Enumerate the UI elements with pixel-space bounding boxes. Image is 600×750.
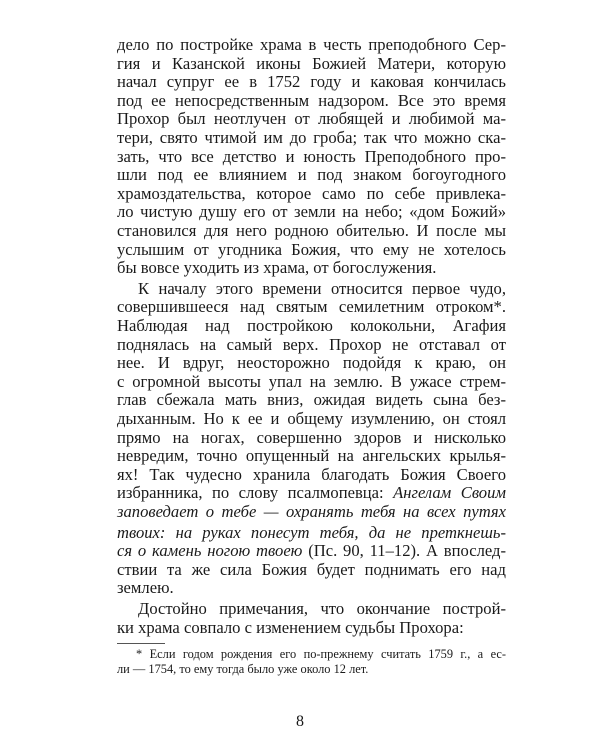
- body-line: шли под ее влиянием и под знаком богоугодного: [117, 165, 506, 185]
- scripture-quote: твоих: на руках понесут тебя, да не преткнешь-: [117, 522, 506, 542]
- body-line: прямо на ногах, совершенно здоров и нисколько: [117, 427, 506, 447]
- body-line: начал супруг ее в 1752 году и каковая кончилась: [117, 72, 506, 92]
- body-line: тери, свято чтимой им до гроба; так что можно ска-: [117, 128, 506, 147]
- page-number: 8: [296, 713, 304, 730]
- footnote-divider: [117, 643, 165, 644]
- body-line: дыханным. Но к ее и общему изумлению, он стоял: [117, 409, 506, 428]
- body-text: (Пс. 90, 11–12). А впослед-: [302, 541, 506, 561]
- body-line: нее. И вдруг, неосторожно подойдя к краю, он: [117, 353, 506, 373]
- body-line: [117, 484, 506, 503]
- footnote-line: * Если годом рождения его по-прежнему считать 1759 г., а ес-: [136, 647, 506, 662]
- body-line: К началу этого времени относится первое чудо,: [138, 278, 506, 298]
- body-line: совершившееся над святым семилетним отроком*.: [117, 297, 506, 317]
- scripture-quote: заповедает о тебе — охранять тебя на всех путях: [117, 502, 506, 521]
- body-line: ло чистую душу его от земли на небо; «дом Божий»: [117, 202, 506, 222]
- footnote-line: ли — 1754, то ему тогда было уже около 12 лет.: [117, 662, 369, 677]
- body-line: ях! Так чудесно хранила благодать Божия Своего: [117, 464, 506, 484]
- body-line: ствии та же сила Божия будет поднимать его над: [117, 559, 506, 579]
- body-line: услышим от угодника Божия, что ему не хотелось: [117, 239, 506, 259]
- body-line: невредим, точно опущенный на ангельских крылья-: [117, 446, 506, 466]
- body-line: [117, 503, 506, 522]
- body-line: [117, 524, 506, 543]
- body-line: зать, что все детство и юность Преподобного про-: [117, 146, 506, 166]
- body-line: Наблюдая над постройкою колокольни, Агафия: [117, 316, 506, 335]
- body-line: Прохор был неотлучен от любящей и любимой ма-: [117, 109, 506, 129]
- body-text: избранника, по слову псалмопевца:: [117, 483, 394, 503]
- body-line: храмоздательства, которое само по себе привлека-: [117, 183, 506, 203]
- body-line: гия и Казанской иконы Божией Матери, которую: [117, 53, 506, 73]
- body-line: становился для него родною обителью. И после мы: [117, 221, 506, 240]
- body-line: глав сбежала мать вниз, ожидая видеть сына без-: [117, 390, 506, 410]
- body-line: с огромной высоты упал на землю. В ужасе стрем-: [117, 371, 506, 391]
- body-line: поднялась на самый верх. Прохор не отставал от: [117, 334, 506, 354]
- body-line: бы вовсе уходить из храма, от богослужения.: [117, 258, 437, 278]
- scripture-quote: ся о камень ногою твоею: [117, 541, 303, 561]
- body-line: под ее непосредственным надзором. Все это время: [117, 90, 506, 110]
- body-line: ки храма совпало с изменением судьбы Прохора:: [117, 617, 464, 637]
- body-line: дело по постройке храма в честь преподобного Сер-: [117, 35, 506, 54]
- body-line: Достойно примечания, что окончание построй-: [138, 599, 506, 618]
- scripture-quote: Ангелам Своим: [393, 483, 506, 503]
- body-line: [117, 542, 506, 561]
- body-line: землею.: [117, 578, 174, 598]
